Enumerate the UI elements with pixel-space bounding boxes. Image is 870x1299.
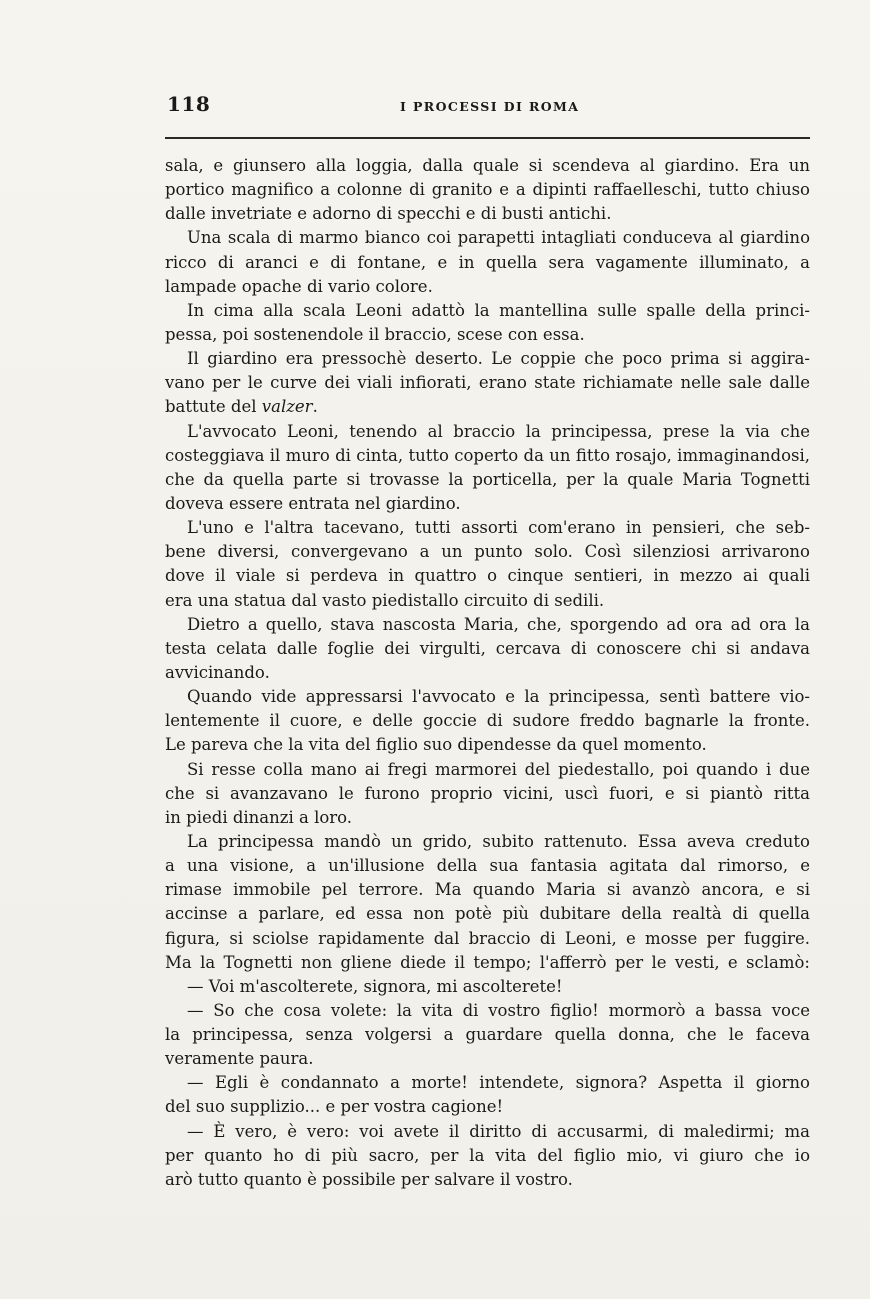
text-line: lampade opache di vario colore. bbox=[165, 276, 433, 296]
text-line: L'avvocato Leoni, tenendo al braccio la principessa, prese la via che bbox=[187, 421, 810, 441]
text-line: In cima alla scala Leoni adattò la mantellina sulle spalle della princi- bbox=[187, 300, 810, 320]
text-line: sala, e giunsero alla loggia, dalla quale si scendeva al giardino. Era un bbox=[165, 156, 810, 175]
text-line: doveva essere entrata nel giardino. bbox=[165, 493, 461, 513]
text-line: accinse a parlare, ed essa non potè più dubitare della realtà di quella bbox=[165, 904, 810, 924]
text-line: pessa, poi sostenendole il braccio, scese con essa. bbox=[165, 324, 585, 344]
text-line: testa celata dalle foglie dei virgulti, cercava di conoscere chi si andava bbox=[165, 638, 810, 658]
text-line: avvicinando. bbox=[165, 662, 270, 682]
text-line: Si resse colla mano ai fregi marmorei del piedestallo, poi quando i due bbox=[187, 759, 810, 779]
text-line: portico magnifico a colonne di granito e a dipinti raffaelleschi, tutto chiuso bbox=[165, 180, 810, 200]
text-line: costeggiava il muro di cinta, tutto coperto da un fitto rosajo, immaginandosi, bbox=[165, 445, 810, 465]
text-line: in piedi dinanzi a loro. bbox=[165, 807, 353, 827]
running-title: I PROCESSI DI ROMA bbox=[400, 99, 580, 114]
text-line: figura, si sciolse rapidamente dal braccio di Leoni, e mosse per fuggire. bbox=[165, 928, 810, 948]
page-header bbox=[165, 92, 810, 120]
text-line: arò tutto quanto è possibile per salvare il vostro. bbox=[165, 1169, 573, 1189]
text-line: la principessa, senza volgersi a guardare quella donna, che le faceva bbox=[165, 1025, 810, 1045]
text-line: lentemente il cuore, e delle goccie di sudore freddo bagnarle la fronte. bbox=[165, 711, 810, 731]
text-line: bene diversi, convergevano a un punto solo. Così silenziosi arrivarono bbox=[165, 542, 810, 562]
text-line: dalle invetriate e adorno di specchi e di busti antichi. bbox=[165, 204, 612, 224]
italic-word: valzer bbox=[261, 397, 313, 417]
text-line: L'uno e l'altra tacevano, tutti assorti com'erano in pensieri, che seb- bbox=[187, 518, 810, 538]
text-line: per quanto ho di più sacro, per la vita del figlio mio, vi giuro che io bbox=[165, 1145, 810, 1165]
text-line: a una visione, a un'illusione della sua fantasia agitata dal rimorso, e bbox=[165, 856, 810, 876]
text-line: rimase immobile pel terrore. Ma quando Maria si avanzò ancora, e si bbox=[165, 880, 810, 900]
text-line: Il giardino era pressochè deserto. Le coppie che poco prima si aggira- bbox=[187, 349, 810, 369]
header-rule bbox=[165, 137, 810, 139]
text-line: Ma la Tognetti non gliene diede il tempo; l'afferrò per le vesti, e sclamò: bbox=[165, 952, 810, 972]
text-line: — Egli è condannato a morte! intendete, signora? Aspetta il giorno bbox=[187, 1073, 810, 1093]
text-line: dove il viale si perdeva in quattro o cinque sentieri, in mezzo ai quali bbox=[165, 566, 810, 586]
text-line: vano per le curve dei viali infiorati, erano state richiamate nelle sale dalle bbox=[165, 373, 810, 393]
text-line: Una scala di marmo bianco coi parapetti intagliati conduceva al giardino bbox=[187, 228, 810, 248]
text-line: battute del valzer. bbox=[165, 397, 318, 417]
text-line: — So che cosa volete: la vita di vostro figlio! mormorò a bassa voce bbox=[187, 1000, 810, 1020]
text-line: Quando vide appressarsi l'avvocato e la principessa, sentì battere vio- bbox=[187, 687, 810, 707]
text-line: che si avanzavano le furono proprio vicini, uscì fuori, e si piantò ritta bbox=[165, 783, 810, 803]
text-line: ricco di aranci e di fontane, e in quella sera vagamente illuminato, a bbox=[165, 252, 810, 272]
text-line: Dietro a quello, stava nascosta Maria, che, sporgendo ad ora ad ora la bbox=[187, 614, 810, 634]
body-text bbox=[165, 154, 810, 1192]
text-line: — È vero, è vero: voi avete il diritto di accusarmi, di maledirmi; ma bbox=[187, 1121, 810, 1141]
text-line: Le pareva che la vita del figlio suo dipendesse da quel momento. bbox=[165, 735, 707, 755]
text-line: veramente paura. bbox=[165, 1049, 314, 1069]
text-line: era una statua dal vasto piedistallo circuito di sedili. bbox=[165, 590, 605, 610]
text-line: che da quella parte si trovasse la porticella, per la quale Maria Tognetti bbox=[165, 469, 810, 489]
text-line: del suo supplizio... e per vostra cagione! bbox=[165, 1097, 504, 1117]
text-line: — Voi m'ascolterete, signora, mi ascolterete! bbox=[187, 976, 563, 996]
page-number: 118 bbox=[167, 92, 211, 116]
text-line: La principessa mandò un grido, subito rattenuto. Essa aveva creduto bbox=[187, 831, 810, 851]
